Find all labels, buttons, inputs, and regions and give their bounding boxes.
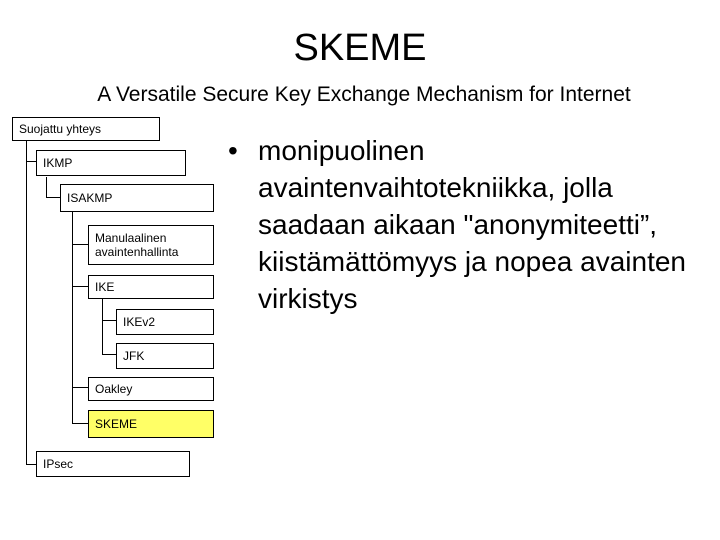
connector-ikev2 [102, 299, 116, 321]
connector-isakmp [46, 177, 60, 198]
node-label: IKE [95, 280, 115, 294]
slide-subtitle: A Versatile Secure Key Exchange Mechanism for Internet [97, 83, 631, 106]
connector-ike [72, 245, 88, 287]
node-label: IKMP [43, 156, 73, 170]
node-manual-key-management [88, 225, 214, 265]
node-ikmp [36, 150, 186, 176]
connector-ikmp [26, 140, 36, 162]
node-ike [88, 275, 214, 299]
connector-jfk [102, 321, 116, 355]
node-label: SKEME [95, 417, 138, 431]
node-label: JFK [123, 349, 145, 363]
node-jfk [116, 343, 214, 369]
connector-skeme [72, 388, 88, 424]
node-label: Manulaalinen avaintenhallinta [95, 231, 179, 259]
node-label: IKEv2 [123, 315, 156, 329]
node-ikev2 [116, 309, 214, 335]
connector-manual [72, 211, 88, 245]
node-label: ISAKMP [67, 191, 113, 205]
node-skeme [88, 410, 214, 438]
bullet-marker: • [228, 135, 238, 166]
node-label: Oakley [95, 382, 133, 396]
connector-ipsec [26, 162, 36, 465]
bullet-text: monipuolinen avaintenvaihtotekniikka, jolla saadaan aikaan "anonymiteetti”, kiistämättömyys ja nopea avainten virkistys [258, 135, 686, 314]
node-ipsec [36, 451, 190, 477]
node-label: IPsec [43, 457, 74, 471]
node-label: Suojattu yhteys [19, 122, 102, 136]
node-oakley [88, 377, 214, 401]
connector-oakley [72, 287, 88, 388]
slide-title: SKEME [293, 27, 427, 69]
node-suojattu-yhteys [12, 117, 160, 141]
node-isakmp [60, 184, 214, 212]
